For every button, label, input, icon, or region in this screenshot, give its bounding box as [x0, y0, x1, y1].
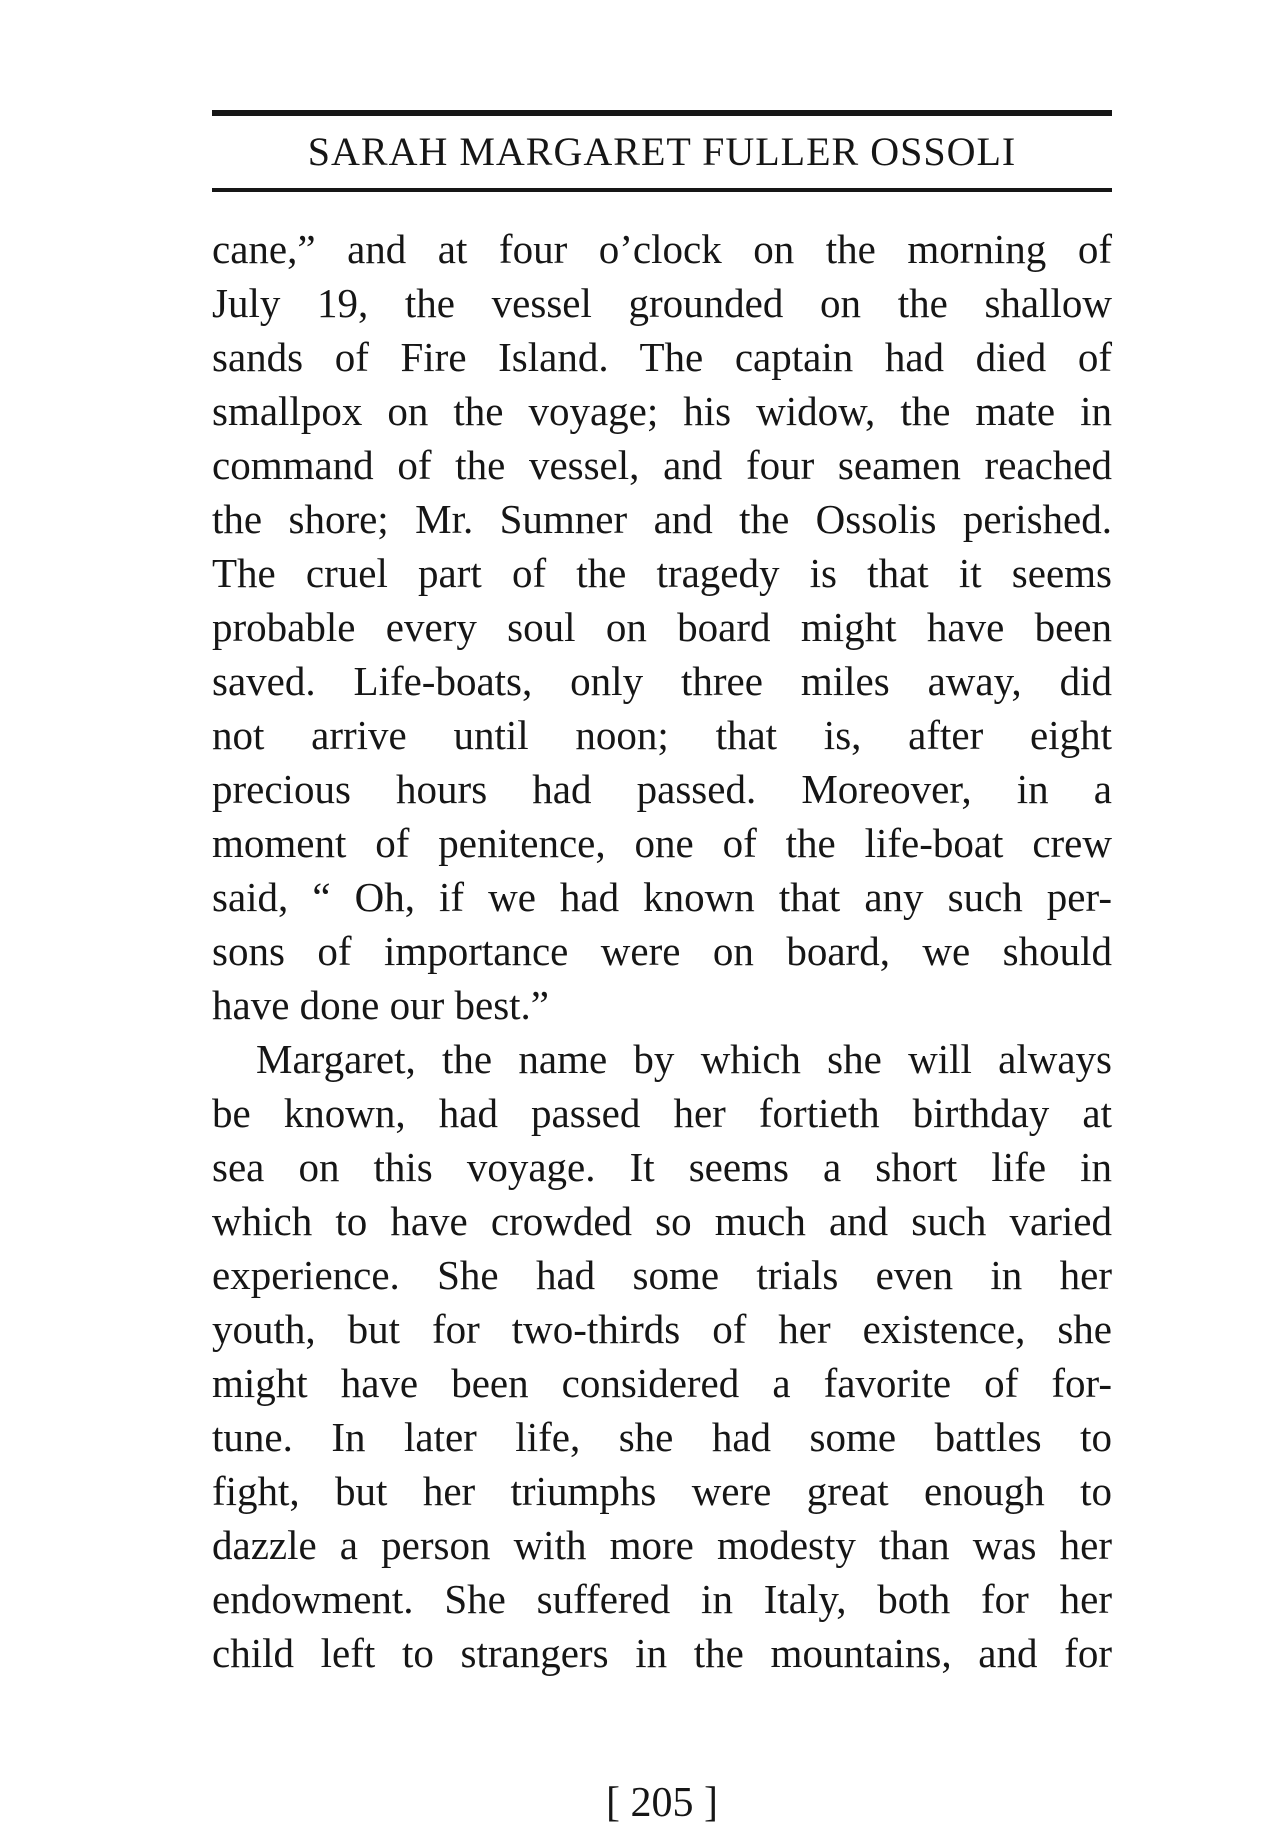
text-line: be known, had passed her fortieth birthday at [212, 1090, 1112, 1136]
header-rule-bottom [212, 188, 1112, 192]
text-line: smallpox on the voyage; his widow, the mate in [212, 388, 1112, 434]
text-line: command of the vessel, and four seamen reached [212, 442, 1112, 488]
page-number: [ 205 ] [606, 1780, 718, 1826]
running-head: SARAH MARGARET FULLER OSSOLI [307, 129, 1017, 174]
text-line: sands of Fire Island. The captain had died of [212, 334, 1112, 380]
text-line: experience. She had some trials even in her [212, 1252, 1112, 1298]
text-line: youth, but for two-thirds of her existence, she [212, 1306, 1112, 1352]
text-line: have done our best.” [212, 982, 549, 1028]
text-line: cane,” and at four o’clock on the morning of [212, 226, 1112, 272]
text-line-paragraph-start: Margaret, the name by which she will always [256, 1036, 1112, 1082]
text-line: not arrive until noon; that is, after eight [212, 712, 1112, 758]
text-line: dazzle a person with more modesty than was her [212, 1522, 1112, 1568]
text-line: sons of importance were on board, we should [212, 928, 1112, 974]
text-line: tune. In later life, she had some battles to [212, 1414, 1112, 1460]
text-line: said, “ Oh, if we had known that any such per- [212, 874, 1112, 920]
text-line: might have been considered a favorite of for- [212, 1360, 1112, 1406]
text-line: probable every soul on board might have been [212, 604, 1112, 650]
text-line: The cruel part of the tragedy is that it seems [212, 550, 1112, 596]
text-line: endowment. She suffered in Italy, both for her [212, 1576, 1112, 1622]
text-line: which to have crowded so much and such varied [212, 1198, 1112, 1244]
body-text [212, 222, 1112, 1680]
text-line: saved. Life-boats, only three miles away, did [212, 658, 1112, 704]
text-line: precious hours had passed. Moreover, in a [212, 766, 1112, 812]
text-line: July 19, the vessel grounded on the shallow [212, 280, 1112, 326]
text-line: fight, but her triumphs were great enough to [212, 1468, 1112, 1514]
book-page [212, 110, 1112, 1826]
text-line: moment of penitence, one of the life-boat crew [212, 820, 1112, 866]
text-line: sea on this voyage. It seems a short life in [212, 1144, 1112, 1190]
header-rule-top [212, 110, 1112, 116]
text-line: child left to strangers in the mountains, and for [212, 1630, 1112, 1676]
text-line: the shore; Mr. Sumner and the Ossolis perished. [212, 496, 1112, 542]
